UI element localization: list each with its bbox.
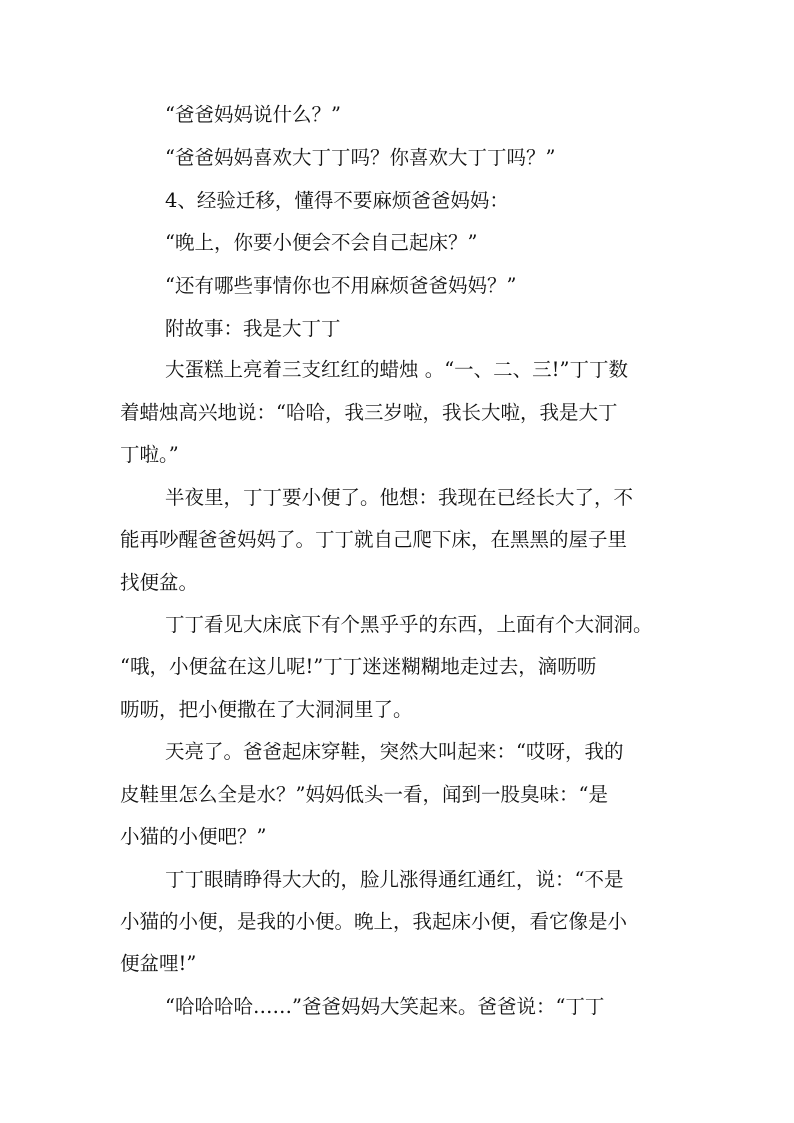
story-line: 丁啦。” — [120, 443, 179, 466]
story-line: 呖呖，把小便撒在了大洞洞里了。 — [120, 698, 413, 721]
story-line: 半夜里，丁丁要小便了。他想：我现在已经长大了，不 — [165, 486, 634, 509]
story-line: 能再吵醒爸爸妈妈了。丁丁就自己爬下床，在黑黑的屋子里 — [120, 528, 628, 551]
story-heading: 附故事：我是大丁丁 — [165, 317, 341, 340]
story-line: 丁丁看见大床底下有个黑乎乎的东西，上面有个大洞洞。 — [165, 613, 653, 636]
story-line: “哦，小便盆在这儿呢!”丁丁迷迷糊糊地走过去，滴呖呖 — [120, 655, 597, 678]
story-line: “哈哈哈哈……”爸爸妈妈大笑起来。爸爸说：“丁丁 — [165, 995, 605, 1018]
story-line: 找便盆。 — [120, 571, 199, 594]
story-line: 便盆哩!” — [120, 952, 197, 975]
text-line: 4、经验迁移，懂得不要麻烦爸爸妈妈： — [165, 189, 509, 212]
story-line: 大蛋糕上亮着三支红红的蜡烛 。“一、二、三!”丁丁数 — [165, 358, 628, 381]
story-line: 小猫的小便，是我的小便。晚上，我起床小便，看它像是小 — [120, 910, 628, 933]
story-line: 着蜡烛高兴地说：“哈哈，我三岁啦，我长大啦，我是大丁 — [120, 401, 618, 424]
text-line: “还有哪些事情你也不用麻烦爸爸妈妈？” — [165, 274, 517, 297]
text-line: “晚上，你要小便会不会自己起床？” — [165, 231, 478, 254]
story-line: 小猫的小便吧？” — [120, 825, 267, 848]
text-line: “爸爸妈妈说什么？” — [165, 103, 341, 126]
story-line: 皮鞋里怎么全是水？”妈妈低头一看，闻到一股臭味：“是 — [120, 783, 608, 806]
story-line: 天亮了。爸爸起床穿鞋，突然大叫起来：“哎呀，我的 — [165, 740, 624, 763]
text-line: “爸爸妈妈喜欢大丁丁吗？你喜欢大丁丁吗？” — [165, 146, 556, 169]
story-line: 丁丁眼睛睁得大大的，脸儿涨得通红通红，说：“不是 — [165, 868, 624, 891]
